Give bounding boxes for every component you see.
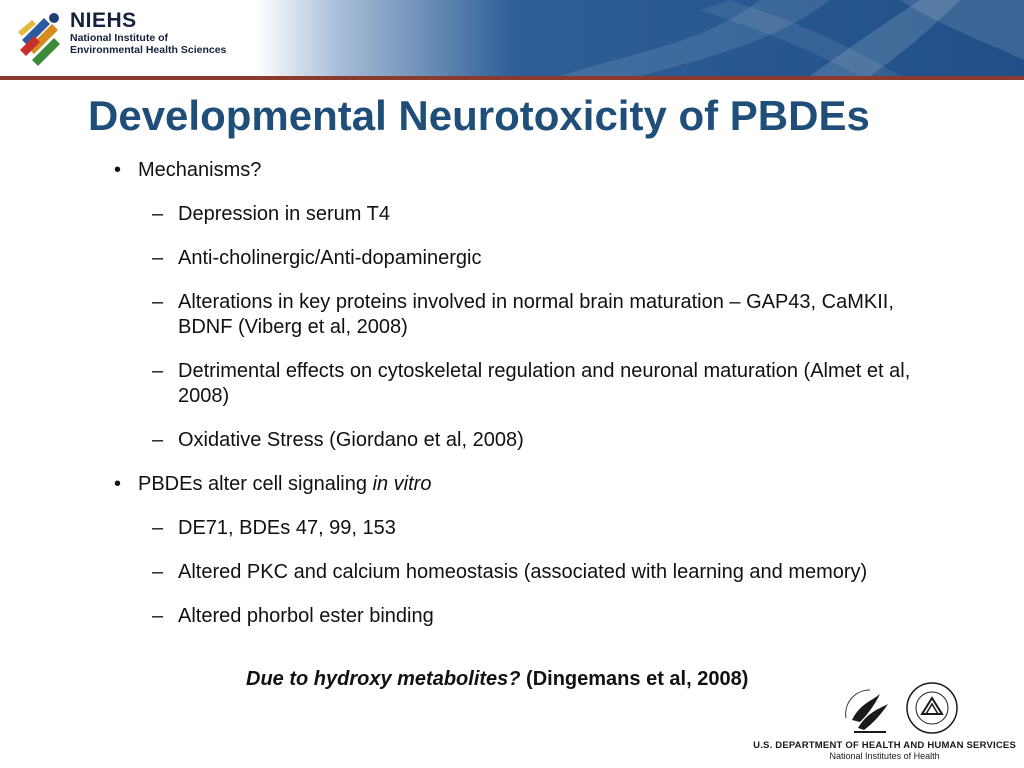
sub-bullet-marker: – [152,247,164,269]
bullet-text: Mechanisms? [138,159,262,181]
logo-acronym: NIEHS [70,9,137,32]
footer-agency [753,740,1016,761]
sub-bullet-marker: – [152,360,164,382]
bullet-marker: • [114,473,122,495]
sub-bullet [152,290,932,340]
niehs-logo-icon [14,10,66,66]
sub-bullet-marker: – [152,429,164,451]
sub-bullet [152,604,932,629]
sub-bullet [152,246,932,271]
sub-bullet-marker: – [152,291,164,313]
footer-line-1: U.S. DEPARTMENT OF HEALTH AND HUMAN SERVICES [753,740,1016,751]
bullet-marker: • [114,159,122,181]
slide-title: Developmental Neurotoxicity of PBDEs [88,92,870,139]
sub-bullet-text: Altered PKC and calcium homeostasis (associated with learning and memory) [178,561,868,583]
sub-bullet-text: Anti-cholinergic/Anti-dopaminergic [178,247,482,269]
sub-bullet-marker: – [152,605,164,627]
bullet-emphasis: in vitro [372,473,432,495]
slide-note [246,668,748,691]
sub-bullet-text: Depression in serum T4 [178,203,390,225]
bullet-text: PBDEs alter cell signaling [138,473,373,495]
note-citation: (Dingemans et al, 2008) [520,668,749,690]
sub-bullet [152,202,932,227]
footer-line-2: National Institutes of Health [829,751,940,761]
sub-bullet-text: Altered phorbol ester binding [178,605,434,627]
sub-bullet [152,560,932,585]
sub-bullet [152,428,932,453]
note-question: Due to hydroxy metabolites? [246,668,521,690]
sub-bullet [152,359,932,409]
nih-seal-icon [904,680,960,736]
logo-line-1: National Institute of [70,32,168,44]
sub-bullet-marker: – [152,203,164,225]
bullet-cell-signaling [112,472,932,497]
sub-bullet [152,516,932,541]
sub-bullet-text: Alterations in key proteins involved in normal brain maturation – GAP43, CaMKII, BDNF (Viberg et al, 2008) [178,291,894,338]
bullet-mechanisms [112,158,932,183]
sub-bullet-marker: – [152,561,164,583]
hhs-seal-icon [840,684,894,734]
logo-line-2: Environmental Health Sciences [70,44,227,56]
niehs-logo-wordmark [70,10,226,56]
sub-bullet-text: DE71, BDEs 47, 99, 153 [178,517,396,539]
header-banner [0,0,1024,80]
header-divider [0,76,1024,80]
slide-body [112,158,932,648]
sub-bullet-text: Detrimental effects on cytoskeletal regulation and neuronal maturation (Almet et al, 2008) [178,360,911,407]
sub-bullet-text: Oxidative Stress (Giordano et al, 2008) [178,429,524,451]
sub-bullet-marker: – [152,517,164,539]
